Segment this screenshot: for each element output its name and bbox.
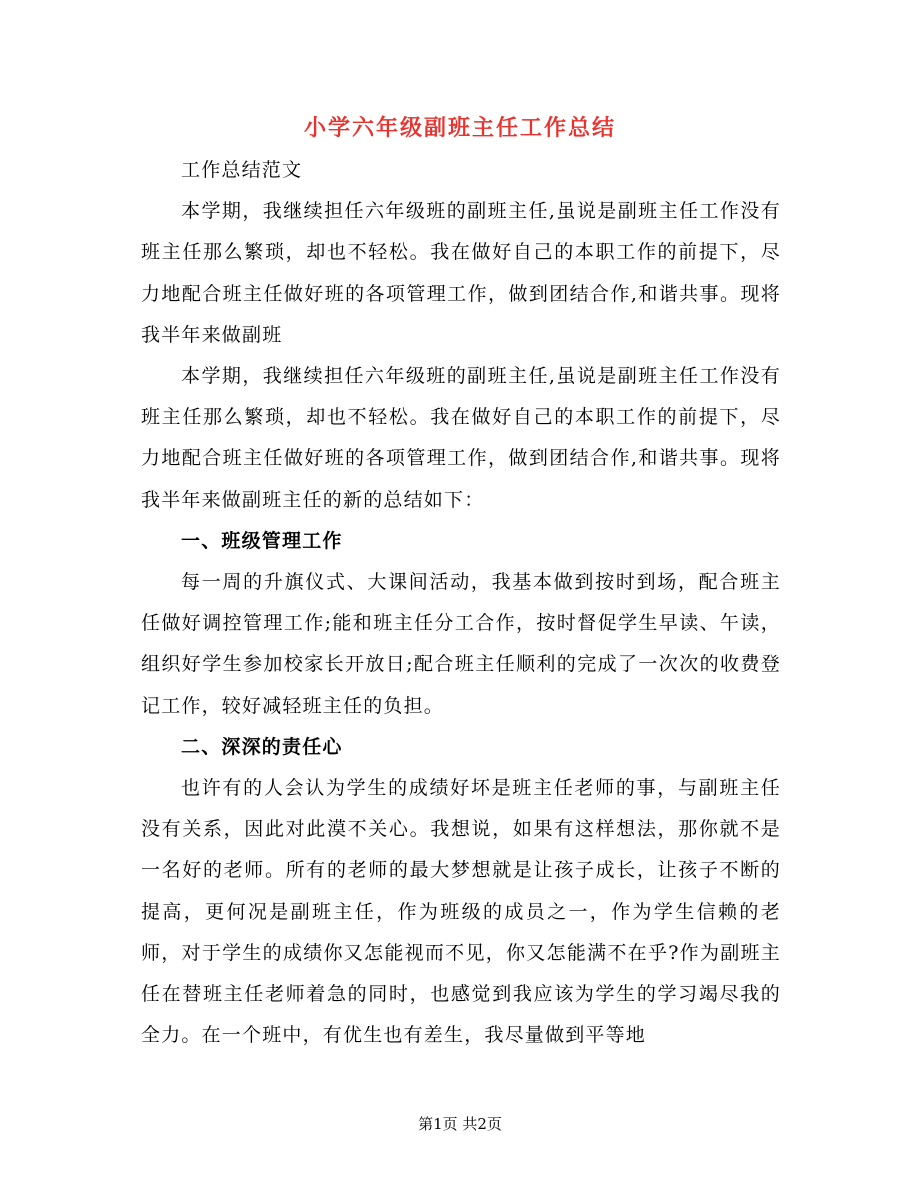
page-number: 第1页 共2页 bbox=[418, 1115, 502, 1133]
paragraph-intro-2: 本学期，我继续担任六年级班的副班主任,虽说是副班主任工作没有班主任那么繁琐，却也不轻松。我在做好自己的本职工作的前提下，尽力地配合班主任做好班的各项管理工作，做到团结合作,和谐共事。现将我半年来做副班主任的新的总结如下： bbox=[141, 365, 781, 511]
section-heading-1: 一、班级管理工作 bbox=[181, 529, 343, 552]
paragraph-section-2: 也许有的人会认为学生的成绩好坏是班主任老师的事，与副班主任没有关系，因此对此漠不关心。我想说，如果有这样想法，那你就不是一名好的老师。所有的老师的最大梦想就是让孩子成长，让孩子不断的提高，更何况是副班主任，作为班级的成员之一，作为学生信赖的老师，对于学生的成绩你又怎能视而不见，你又怎能满不在乎?作为副班主任在替班主任老师着急的同时，也感觉到我应该为学生的学习竭尽我的全力。在一个班中，有优生也有差生，我尽量做到平等地 bbox=[141, 777, 781, 1047]
paragraph-section-1: 每一周的升旗仪式、大课间活动，我基本做到按时到场，配合班主任做好调控管理工作;能和班主任分工合作，按时督促学生早读、午读，组织好学生参加校家长开放日;配合班主任顺利的完成了一次次的收费登记工作，较好减轻班主任的负担。 bbox=[141, 571, 781, 717]
document-title: 小学六年级副班主任工作总结 bbox=[303, 115, 616, 141]
section-heading-2: 二、深深的责任心 bbox=[181, 735, 343, 758]
subtitle: 工作总结范文 bbox=[181, 159, 303, 181]
paragraph-intro-1: 本学期，我继续担任六年级班的副班主任,虽说是副班主任工作没有班主任那么繁琐，却也不轻松。我在做好自己的本职工作的前提下，尽力地配合班主任做好班的各项管理工作，做到团结合作,和谐共事。现将我半年来做副班 bbox=[141, 200, 781, 346]
document-body bbox=[141, 150, 781, 1056]
